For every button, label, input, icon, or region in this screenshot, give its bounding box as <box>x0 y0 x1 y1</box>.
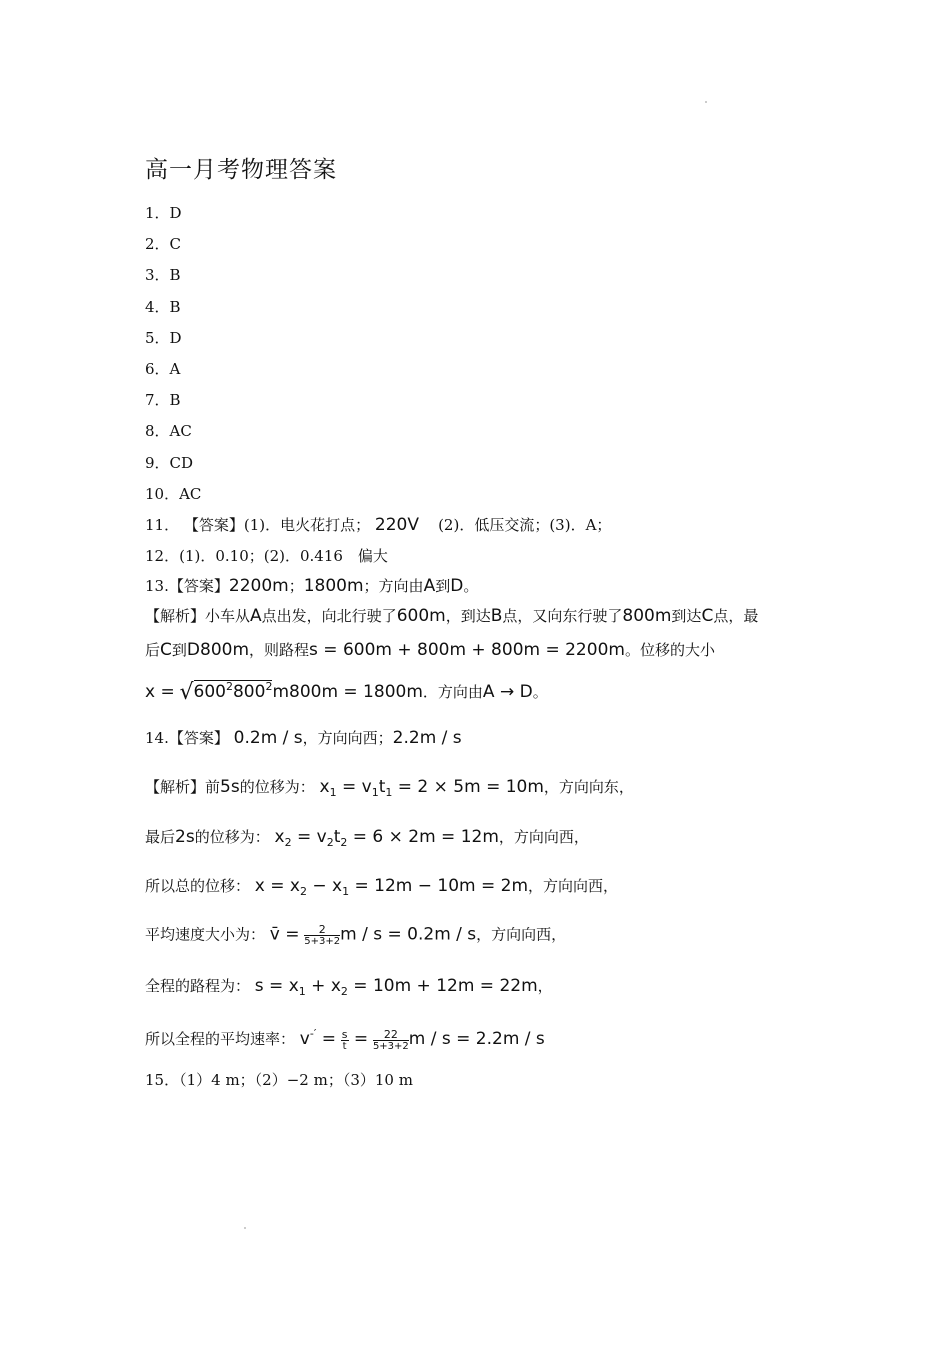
analysis-text: 的位移为： <box>239 778 315 796</box>
answer-value: C <box>169 235 182 253</box>
formula-part: = 2 × 5m = 10m <box>392 777 544 797</box>
formula-part: = v <box>291 827 327 847</box>
analysis-text: 所以总的位移： <box>145 877 251 895</box>
formula-part: x <box>319 777 330 797</box>
answer-number: 14. <box>145 729 169 747</box>
formula: m800m = 1800m <box>272 682 423 702</box>
answer-text: ；方向由 <box>363 577 424 595</box>
answer-value: CD <box>169 454 194 472</box>
analysis-13-line-3 <box>145 677 548 703</box>
answer-text: 到 <box>435 577 451 595</box>
formula-part: = 12m − 10m = 2m <box>349 876 529 896</box>
answer-value: AC <box>179 485 202 503</box>
fraction-denominator: 5+3+2 <box>372 1040 409 1052</box>
analysis-text: 的位移为： <box>194 828 270 846</box>
analysis-text: 点，又向东行驶了 <box>502 607 623 625</box>
analysis-text: 平均速度大小为： <box>145 925 266 944</box>
scan-speck <box>705 101 707 103</box>
sqrt-icon: √ <box>179 680 194 705</box>
formula-part: 1 <box>385 786 393 799</box>
answer-number: 8． <box>145 422 170 440</box>
answer-text: 。 <box>463 577 479 595</box>
answer-value: B <box>169 298 181 316</box>
answer-value: D <box>169 329 182 347</box>
analysis-13-line-2 <box>145 640 715 660</box>
analysis-text: ，则路程 <box>249 641 310 659</box>
analysis-text: 到 <box>171 641 187 659</box>
formula <box>255 976 538 996</box>
answer-8 <box>145 421 192 441</box>
answer-number: 7． <box>145 391 170 409</box>
formula-part: x = x <box>254 876 300 896</box>
fraction-denominator: t <box>342 1040 347 1052</box>
answer-3 <box>145 265 181 285</box>
answer-7 <box>145 390 181 410</box>
formula-part: t <box>378 777 386 797</box>
answer-11 <box>145 515 611 535</box>
formula: 1800m <box>303 576 364 596</box>
answer-4 <box>145 297 181 317</box>
answer-15: 15．（1）4 m；（2）−2 m；（3）10 m <box>145 1071 413 1089</box>
formula-part: = 6 × 2m = 12m <box>347 827 499 847</box>
analysis-text: 点出发，向北行驶了 <box>261 607 397 625</box>
formula: 220V <box>374 515 419 535</box>
formula-part: = 10m + 12m = 22m <box>347 976 538 996</box>
fraction <box>341 1029 349 1052</box>
analysis-text: ， <box>537 977 553 995</box>
formula-part: = <box>316 1029 336 1049</box>
analysis-text: ，方向向西， <box>476 925 567 944</box>
answer-label: 【答案】 <box>183 516 244 534</box>
formula: 2200m <box>228 576 289 596</box>
answer-text: ； <box>288 577 304 595</box>
analysis-text: 所以全程的平均速率： <box>145 1030 296 1048</box>
answer-text: (2)．低压交流；(3)．A； <box>438 516 612 534</box>
formula-part: + x <box>305 976 341 996</box>
answer-number: 4． <box>145 298 170 316</box>
answer-number: 13. <box>145 577 169 595</box>
analysis-text: ．方向由 <box>422 683 483 701</box>
formula: x = <box>145 682 175 702</box>
formula-part: 2 <box>340 836 348 849</box>
analysis-text: 。位移的大小 <box>624 641 715 659</box>
answer-value: AC <box>169 422 192 440</box>
answer-number: 11． <box>145 516 180 534</box>
answer-5 <box>145 328 182 348</box>
fraction-numerator: 22 <box>373 1029 409 1041</box>
answer-value: A <box>169 360 181 378</box>
formula-part: 2 <box>340 985 348 998</box>
answer-text: ，方向向西； <box>302 729 393 747</box>
analysis-text: 全程的路程为： <box>145 977 251 995</box>
formula: 5s <box>220 777 240 797</box>
formula: s = 600m + 800m + 800m = 2200m <box>309 640 625 660</box>
answer-number: 10． <box>145 485 180 503</box>
answer-2 <box>145 234 181 254</box>
formula-part: 800 <box>232 682 266 702</box>
formula: A → D <box>482 682 533 702</box>
formula-part: 1 <box>298 985 306 998</box>
analysis-text: ，到达 <box>445 607 491 625</box>
analysis-text: 后 <box>145 641 161 659</box>
answer-label: 【答案】 <box>168 729 229 747</box>
formula-part: = v <box>336 777 372 797</box>
formula-part: − x <box>306 876 343 896</box>
answer-value: B <box>169 266 181 284</box>
fraction <box>373 1029 409 1052</box>
formula: = <box>348 1029 369 1049</box>
analysis-14-line-5 <box>145 976 553 1002</box>
answer-13 <box>145 576 478 596</box>
formula <box>300 1029 336 1049</box>
fraction-denominator: 5+3+2 <box>304 936 341 947</box>
formula <box>275 827 499 847</box>
formula-part: 1 <box>371 786 379 799</box>
formula <box>194 680 273 702</box>
analysis-14-line-2 <box>145 827 589 853</box>
formula: B <box>490 606 503 626</box>
answer-label: 【答案】 <box>168 577 229 595</box>
formula-part: s = x <box>254 976 299 996</box>
formula-part: 600 <box>193 682 226 702</box>
formula: 600m <box>396 606 446 626</box>
formula: 0.2m / s <box>233 728 303 748</box>
analysis-text: ，方向向西， <box>528 877 619 895</box>
formula-part: 2 <box>284 836 292 849</box>
analysis-14-line-3 <box>145 876 618 902</box>
formula <box>255 876 528 896</box>
answer-number: 5． <box>145 329 170 347</box>
answer-number: 6． <box>145 360 170 378</box>
fraction-numerator: s <box>341 1027 348 1041</box>
analysis-text: 小车从 <box>205 607 251 625</box>
formula-part: 1 <box>342 885 350 898</box>
fraction-numerator: 2 <box>304 924 340 936</box>
analysis-label: 【解析】 <box>145 778 206 796</box>
answer-10 <box>145 484 201 504</box>
formula-part: 2 <box>326 836 334 849</box>
analysis-14-line-1 <box>145 777 634 803</box>
answer-14 <box>145 728 462 748</box>
formula: A <box>250 606 262 626</box>
analysis-text: ，方向向西， <box>498 828 589 846</box>
answer-12: 12．(1)．0.10；(2)．0.416 偏大 <box>145 547 388 565</box>
formula <box>320 777 544 797</box>
analysis-text: 最后 <box>145 828 176 846</box>
analysis-14-line-4 <box>145 924 566 947</box>
analysis-text: ，方向向东， <box>543 778 634 796</box>
analysis-text: 到达 <box>671 607 702 625</box>
formula-part: -′ <box>309 1027 317 1040</box>
answer-text: (1)．电火花打点； <box>243 516 371 534</box>
formula: 2s <box>175 827 195 847</box>
formula-part: t <box>333 827 341 847</box>
formula: 2.2m / s <box>392 728 462 748</box>
formula: C <box>701 606 714 626</box>
answer-number: 3． <box>145 266 170 284</box>
formula: m / s = 0.2m / s <box>340 924 477 945</box>
answer-number: 9． <box>145 454 170 472</box>
analysis-text: 点，最 <box>713 607 759 625</box>
answer-value: B <box>169 391 181 409</box>
formula-part: 2 <box>265 680 273 693</box>
analysis-text: 前 <box>205 778 221 796</box>
formula-part: 2 <box>299 885 307 898</box>
formula: C <box>160 640 172 660</box>
analysis-13-line-1 <box>145 606 758 626</box>
answer-6 <box>145 359 180 379</box>
formula-part: v <box>299 1029 310 1049</box>
formula-part: 2 <box>225 680 233 693</box>
formula-part: 1 <box>329 786 337 799</box>
formula-part: x <box>274 827 285 847</box>
formula: D800m <box>186 640 250 660</box>
formula: 800m <box>622 606 672 626</box>
formula: A <box>423 576 436 596</box>
answer-value: D <box>169 204 182 222</box>
formula: v̄ = <box>269 924 300 945</box>
fraction <box>304 924 340 947</box>
analysis-14-line-6 <box>145 1024 545 1052</box>
analysis-text: 。 <box>532 683 548 701</box>
answer-number: 2． <box>145 235 170 253</box>
formula: D <box>450 576 464 596</box>
formula: m / s = 2.2m / s <box>408 1029 545 1049</box>
answer-9 <box>145 453 193 473</box>
scan-speck <box>244 1227 246 1229</box>
answer-1 <box>145 203 182 223</box>
page-title: 高一月考物理答案 <box>145 157 337 183</box>
analysis-label: 【解析】 <box>145 607 206 625</box>
answer-number: 1． <box>145 204 170 222</box>
